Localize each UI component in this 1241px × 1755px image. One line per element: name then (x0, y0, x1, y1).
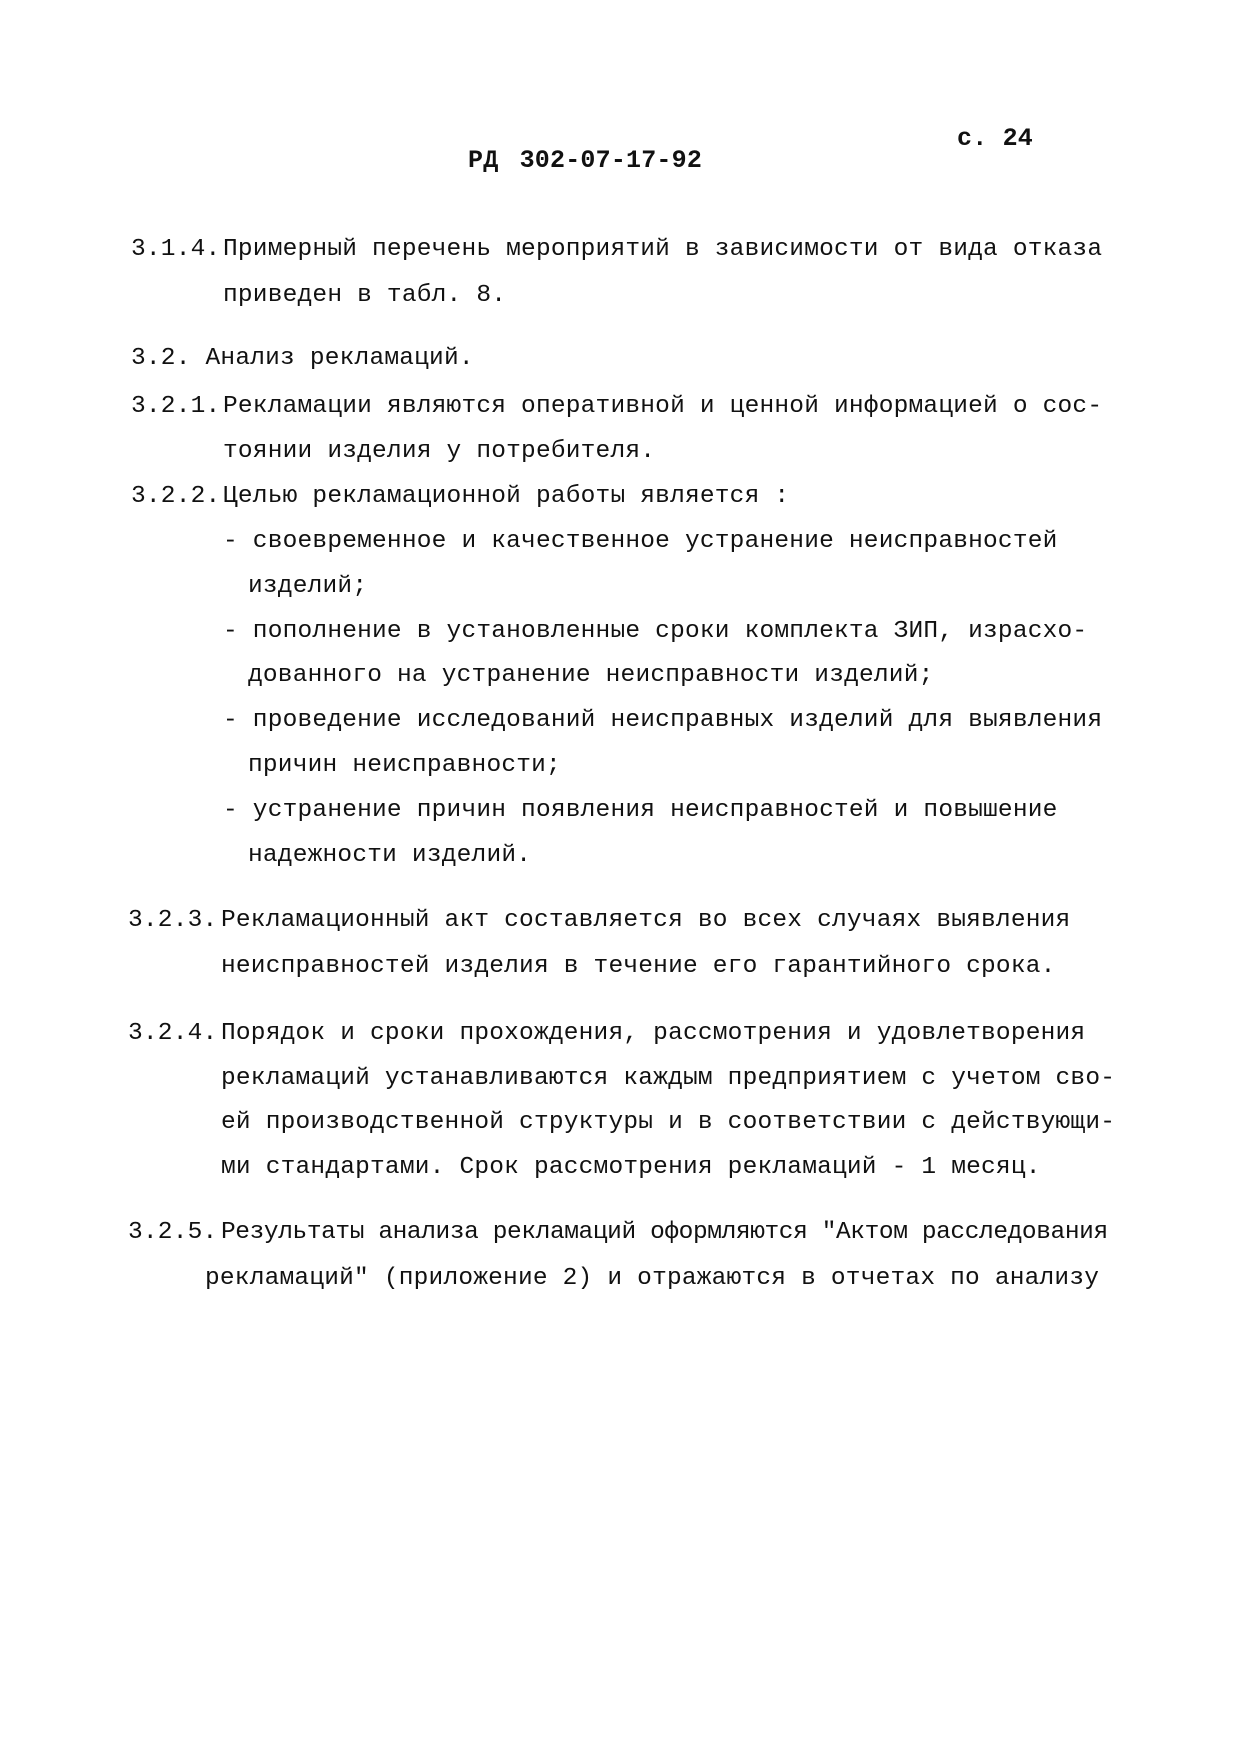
paragraph-line: рекламаций" (приложение 2) и отражаются в отчетах по анализу (205, 1265, 1100, 1292)
section-number: 3.2.5. (128, 1219, 218, 1246)
section-heading: 3.2. Анализ рекламаций. (131, 345, 474, 372)
list-item: - пополнение в установленные сроки комплекта ЗИП, израсхо- (223, 618, 1088, 645)
list-item: - устранение причин появления неисправностей и повышение (223, 797, 1058, 824)
list-item-continuation: изделий; (248, 573, 368, 600)
document-code: РД 302-07-17-92 (468, 146, 703, 175)
section-number: 3.2.4. (128, 1020, 218, 1047)
list-item-continuation: причин неисправности; (248, 752, 561, 779)
paragraph-line: Целью рекламационной работы является : (223, 483, 790, 510)
paragraph-line: тоянии изделия у потребителя. (223, 438, 656, 465)
paragraph-line: Порядок и сроки прохождения, рассмотрения и удовлетворения (221, 1020, 1086, 1047)
page-number: с. 24 (957, 124, 1034, 153)
paragraph-line: Результаты анализа рекламаций оформляются "Актом расследования (221, 1219, 1108, 1246)
paragraph-line: Рекламационный акт составляется во всех случаях выявления (221, 907, 1071, 934)
section-number: 3.1.4. (131, 236, 221, 263)
paragraph-line: Примерный перечень мероприятий в зависимости от вида отказа (223, 236, 1103, 263)
paragraph-line: приведен в табл. 8. (223, 282, 507, 309)
paragraph-line: Рекламации являются оперативной и ценной информацией о сос- (223, 393, 1103, 420)
section-number: 3.2.1. (131, 393, 221, 420)
paragraph-line: ми стандартами. Срок рассмотрения рекламаций - 1 месяц. (221, 1154, 1041, 1181)
paragraph-line: ей производственной структуры и в соответствии с действующи- (221, 1109, 1116, 1136)
section-number: 3.2.2. (131, 483, 221, 510)
list-item-continuation: надежности изделий. (248, 842, 532, 869)
list-item-continuation: дованного на устранение неисправности изделий; (248, 662, 934, 689)
list-item: - своевременное и качественное устранение неисправностей (223, 528, 1058, 555)
paragraph-line: рекламаций устанавливаются каждым предприятием с учетом сво- (221, 1065, 1116, 1092)
list-item: - проведение исследований неисправных изделий для выявления (223, 707, 1103, 734)
section-number: 3.2.3. (128, 907, 218, 934)
paragraph-line: неисправностей изделия в течение его гарантийного срока. (221, 953, 1056, 980)
